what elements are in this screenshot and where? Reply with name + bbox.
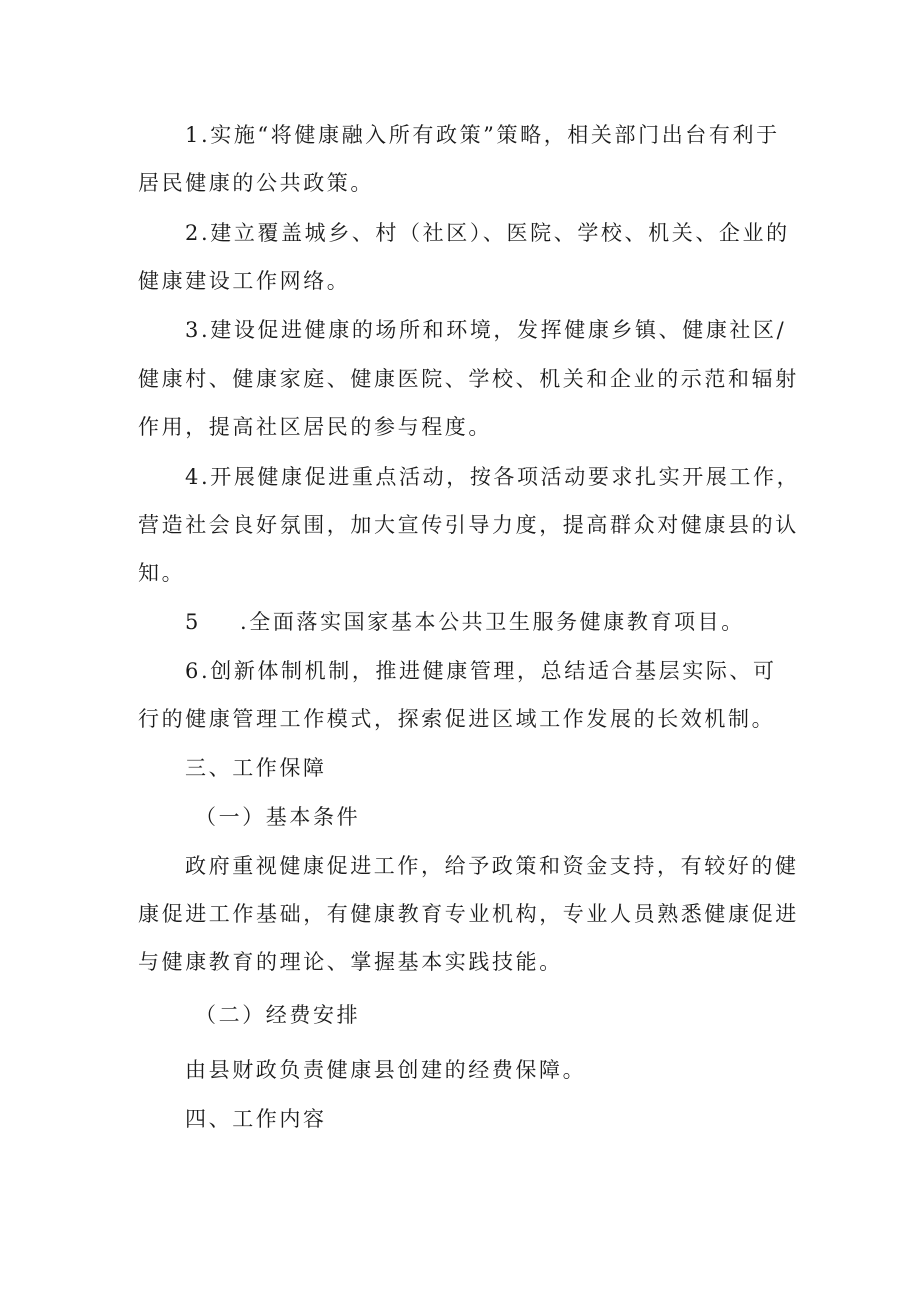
paragraph-line: 健康建设工作网络。	[138, 269, 351, 293]
section-heading: 四、工作内容	[185, 1107, 327, 1131]
paragraph-line: 1.实施“将健康融入所有政策”策略，相关部门出台有利于	[185, 123, 780, 147]
paragraph-line: 由县财政负责健康县创建的经费保障。	[185, 1058, 587, 1082]
paragraph-line: 知。	[138, 561, 186, 585]
paragraph-line: 3.建设促进健康的场所和环境，发挥健康乡镇、健康社区/	[185, 318, 787, 342]
paragraph-line: 健康村、健康家庭、健康医院、学校、机关和企业的示范和辐射	[138, 367, 799, 391]
paragraph-line: 6.创新体制机制，推进健康管理，总结适合基层实际、可	[185, 659, 777, 683]
paragraph-line: 营造社会良好氛围，加大宣传引导力度，提高群众对健康县的认	[138, 513, 799, 537]
paragraph-line: 行的健康管理工作模式，探索促进区域工作发展的长效机制。	[138, 707, 776, 731]
list-number: 5	[185, 610, 201, 634]
section-heading: 三、工作保障	[185, 756, 327, 780]
subsection-heading: （一）基本条件	[195, 805, 361, 829]
subsection-heading: （二）经费安排	[195, 1003, 361, 1027]
paragraph-line: 康促进工作基础，有健康教育专业机构，专业人员熟悉健康促进	[138, 902, 799, 926]
paragraph-line: 与健康教育的理论、掌握基本实践技能。	[138, 950, 563, 974]
paragraph-line: 居民健康的公共政策。	[138, 171, 374, 195]
paragraph-line: .全面落实国家基本公共卫生服务健康教育项目。	[240, 610, 745, 634]
paragraph-line: 4.开展健康促进重点活动，按各项活动要求扎实开展工作，	[185, 465, 801, 489]
paragraph-line: 2.建立覆盖城乡、村（社区）、医院、学校、机关、企业的	[185, 221, 790, 245]
paragraph-line: 作用，提高社区居民的参与程度。	[138, 415, 492, 439]
paragraph-line: 政府重视健康促进工作，给予政策和资金支持，有较好的健	[185, 854, 799, 878]
